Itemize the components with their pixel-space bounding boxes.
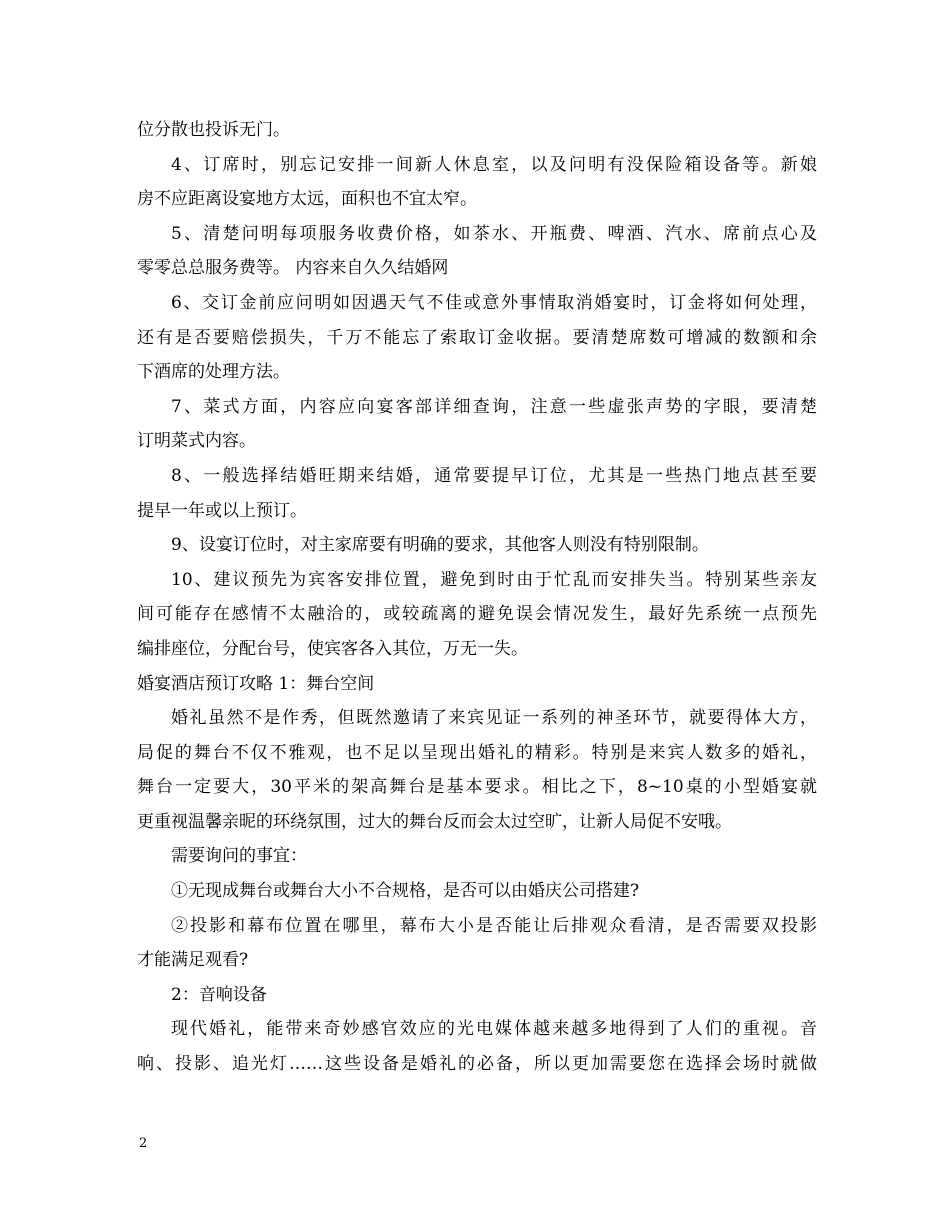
text-line: 7、菜式方面，内容应向宴客部详细查询，注意一些虚张声势的字眼，要清楚 xyxy=(171,396,817,417)
text-line: 4、订席时，别忘记安排一间新人休息室，以及问明有没保险箱设备等。新娘 xyxy=(171,154,817,175)
text-line: 婚宴酒店预订攻略 1：舞台空间 xyxy=(137,673,375,694)
text-line: 编排座位，分配台号，使宾客各入其位，万无一失。 xyxy=(137,638,528,659)
text-line: 舞台一定要大，30平米的架高舞台是基本要求。相比之下，8~10桌的小型婚宴就 xyxy=(137,777,817,798)
text-line: 还有是否要赔偿损失，千万不能忘了索取订金收据。要清楚席数可增减的数额和余 xyxy=(137,327,817,348)
text-line: 房不应距离设宴地方太远，面积也不宜太窄。 xyxy=(137,189,477,210)
document-body xyxy=(137,113,817,1082)
text-line: 8、一般选择结婚旺期来结婚，通常要提早订位，尤其是一些热门地点甚至要 xyxy=(171,465,817,486)
text-line: 10、建议预先为宾客安排位置，避免到时由于忙乱而安排失当。特别某些亲友 xyxy=(171,569,817,590)
text-line: 局促的舞台不仅不雅观，也不足以呈现出婚礼的精彩。特别是来宾人数多的婚礼， xyxy=(137,742,817,763)
text-line: 9、设宴订位时，对主家席要有明确的要求，其他客人则没有特别限制。 xyxy=(171,535,709,556)
text-line: 2：音响设备 xyxy=(171,984,267,1005)
text-line: ①无现成舞台或舞台大小不合规格，是否可以由婚庆公司搭建? xyxy=(171,881,640,902)
page-number: 2 xyxy=(139,1136,148,1151)
text-line: 零零总总服务费等。 内容来自久久结婚网 xyxy=(137,258,449,279)
text-line: 婚礼虽然不是作秀，但既然邀请了来宾见证一系列的神圣环节，就要得体大方， xyxy=(171,708,817,729)
text-line: 6、交订金前应问明如因遇天气不佳或意外事情取消婚宴时，订金将如何处理， xyxy=(171,292,817,313)
text-line: 间可能存在感情不太融洽的，或较疏离的避免误会情况发生，最好先系统一点预先 xyxy=(137,604,817,625)
text-line: ②投影和幕布位置在哪里，幕布大小是否能让后排观众看清，是否需要双投影 xyxy=(171,915,817,936)
text-line: 订明菜式内容。 xyxy=(137,431,256,452)
text-line: 需要询问的事宜： xyxy=(171,846,307,867)
text-line: 更重视温馨亲昵的环绕氛围，过大的舞台反而会太过空旷，让新人局促不安哦。 xyxy=(137,811,732,832)
text-line: 才能满足观看? xyxy=(137,950,249,971)
text-line: 5、清楚问明每项服务收费价格，如茶水、开瓶费、啤酒、汽水、席前点心及 xyxy=(171,223,817,244)
text-line: 现代婚礼，能带来奇妙感官效应的光电媒体越来越多地得到了人们的重视。音 xyxy=(171,1019,817,1040)
text-line: 位分散也投诉无门。 xyxy=(137,120,290,140)
text-line: 响、投影、追光灯……这些设备是婚礼的必备，所以更加需要您在选择会场时就做 xyxy=(137,1054,817,1075)
text-line: 提早一年或以上预订。 xyxy=(137,500,307,521)
text-line: 下酒席的处理方法。 xyxy=(137,362,290,383)
